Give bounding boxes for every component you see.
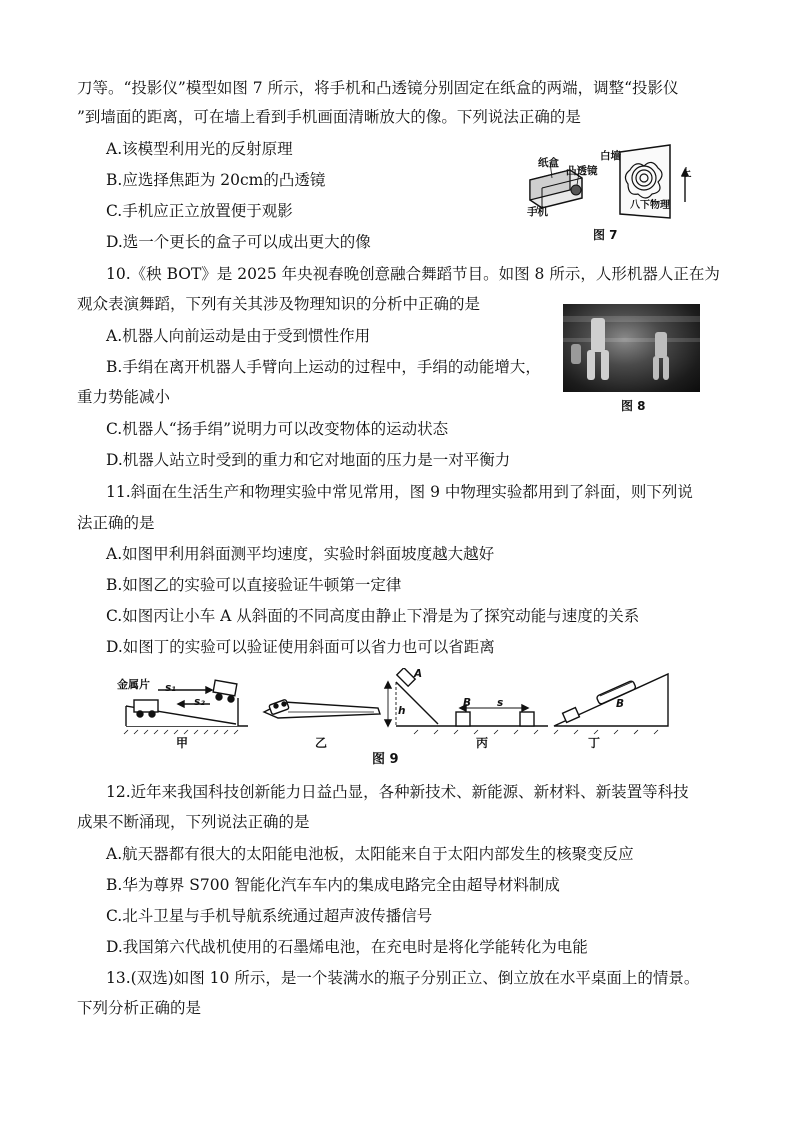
q12-option-d: D.我国第六代战机使用的石墨烯电池，在充电时是将化学能转化为电能 xyxy=(106,938,588,956)
q9-option-a: A.该模型利用光的反射原理 xyxy=(106,140,293,158)
fig9-label-s1: s₁ xyxy=(165,682,176,694)
fig9-label-B1: B xyxy=(463,697,472,709)
experiment-yi xyxy=(264,699,380,718)
fig9-label-h: h xyxy=(398,705,406,717)
fig9-label-ding: 丁 xyxy=(588,736,601,750)
q9-option-b: B.应选择焦距为 20cm的凸透镜 xyxy=(106,171,326,189)
fig9-label-jia: 甲 xyxy=(176,736,189,750)
robot-dance-photo xyxy=(563,304,700,392)
q12-option-c: C.北斗卫星与手机导航系统通过超声波传播信号 xyxy=(106,907,433,925)
fig9-label-s2: s₂ xyxy=(194,696,205,708)
q13-line1: 13.(双选)如图 10 所示，是一个装满水的瓶子分别正立、倒立放在水平桌面上的情景。 xyxy=(106,969,700,987)
q11-option-d: D.如图丁的实验可以验证使用斜面可以省力也可以省距离 xyxy=(106,638,495,656)
fig7-label-box: 纸盒 xyxy=(538,157,559,169)
q11-line2: 法正确的是 xyxy=(77,514,155,532)
q11-option-c: C.如图丙让小车 A 从斜面的不同高度由静止下滑是为了探究动能与速度的关系 xyxy=(106,607,640,625)
q12-option-a: A.航天器都有很大的太阳能电池板，太阳能来自于太阳内部发生的核聚变反应 xyxy=(106,845,634,863)
fig7-caption: 图 7 xyxy=(593,228,618,242)
q9-option-d: D.选一个更长的盒子可以成出更大的像 xyxy=(106,233,371,251)
q10-option-c: C.机器人“扬手绢”说明力可以改变物体的运动状态 xyxy=(106,420,449,438)
q10-option-b-line1: B.手绢在离开机器人手臂向上运动的过程中，手绢的动能增大， xyxy=(106,358,541,376)
q12-line1: 12.近年来我国科技创新能力日益凸显，各种新技术、新能源、新材料、新装置等科技 xyxy=(106,783,689,801)
q10-line1: 10.《秧 BOT》是 2025 年央视春晚创意融合舞蹈节目。如图 8 所示，人形机器人正在为 xyxy=(106,265,720,283)
q10-line2: 观众表演舞蹈，下列有关其涉及物理知识的分析中正确的是 xyxy=(77,295,481,313)
fig9-label-bing: 丙 xyxy=(476,736,489,750)
fig7-label-wall: 白墙 xyxy=(600,150,621,162)
q9-intro-line2: ”到墙面的距离，可在墙上看到手机画面清晰放大的像。下列说法正确的是 xyxy=(77,108,581,126)
fig7-label-lens: 凸透镜 xyxy=(566,165,598,177)
fig7-label-up: 上 xyxy=(681,167,692,179)
fig9-label-s: s xyxy=(497,697,504,709)
experiment-ding xyxy=(554,674,668,734)
fig9-label-yi: 乙 xyxy=(315,736,328,750)
fig7-label-phone: 手机 xyxy=(527,206,548,218)
fig9-label-B2: B xyxy=(616,698,625,710)
q10-option-d: D.机器人站立时受到的重力和它对地面的压力是一对平衡力 xyxy=(106,451,511,469)
q9-intro-line1: 刀等。“投影仪”模型如图 7 所示，将手机和凸透镜分别固定在纸盒的两端，调整“投影仪 xyxy=(77,79,679,97)
fig9-label-A: A xyxy=(414,668,423,680)
fig9-caption: 图 9 xyxy=(372,752,399,767)
q9-option-c: C.手机应正立放置便于观影 xyxy=(106,202,293,220)
q13-line2: 下列分析正确的是 xyxy=(77,999,202,1017)
q11-line1: 11.斜面在生活生产和物理实验中常见常用，图 9 中物理实验都用到了斜面，则下列说 xyxy=(106,483,693,501)
fig7-wall-text: 八下物理 xyxy=(630,200,670,211)
q10-option-a: A.机器人向前运动是由于受到惯性作用 xyxy=(106,327,371,345)
q10-option-b-line2: 重力势能减小 xyxy=(77,388,171,406)
q12-line2: 成果不断涌现，下列说法正确的是 xyxy=(77,813,310,831)
q11-option-b: B.如图乙的实验可以直接验证牛顿第一定律 xyxy=(106,576,402,594)
fig8-caption: 图 8 xyxy=(621,399,646,413)
fig9-label-metal: 金属片 xyxy=(117,678,150,691)
q12-option-b: B.华为尊界 S700 智能化汽车车内的集成电路完全由超导材料制成 xyxy=(106,876,560,894)
q11-option-a: A.如图甲利用斜面测平均速度，实验时斜面坡度越大越好 xyxy=(106,545,495,563)
